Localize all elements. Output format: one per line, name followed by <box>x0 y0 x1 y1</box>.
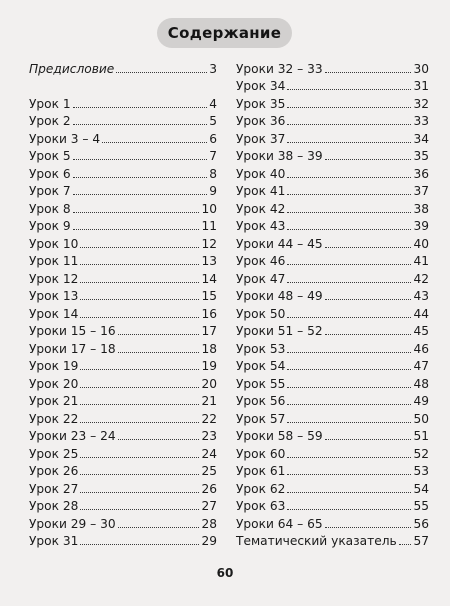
toc-entry-label: Урок 11 <box>29 254 79 268</box>
dot-leader <box>287 422 411 423</box>
toc-entry-label: Урок 31 <box>29 534 79 548</box>
toc-entry-page: 33 <box>413 114 429 128</box>
toc-entry[interactable] <box>29 531 217 549</box>
page-number: 60 <box>216 566 234 580</box>
toc-entry[interactable] <box>236 338 429 356</box>
contents-title: Содержание <box>157 18 292 48</box>
toc-entry-page: 43 <box>413 289 429 303</box>
toc-entry-page: 18 <box>201 341 217 356</box>
toc-entry-label: Урок 9 <box>29 219 71 233</box>
dot-leader <box>287 317 411 318</box>
toc-entry-label: Урок 36 <box>236 114 286 128</box>
toc-entry-page: 12 <box>201 236 217 251</box>
dot-leader <box>287 124 411 125</box>
toc-entry-label: Предисловие <box>29 61 115 76</box>
toc-entry-page: 53 <box>413 464 429 478</box>
toc-entry-page: 4 <box>209 96 217 111</box>
dot-leader <box>287 177 411 178</box>
toc-entry-page: 15 <box>201 289 217 303</box>
toc-entry[interactable] <box>29 58 217 76</box>
toc-entry[interactable] <box>29 373 217 391</box>
toc-entry-page: 51 <box>413 429 429 443</box>
toc-entry-label: Урок 41 <box>236 184 286 198</box>
toc-entry-page: 9 <box>209 184 217 198</box>
toc-entry-page: 41 <box>413 254 429 268</box>
toc-entry[interactable] <box>236 181 429 199</box>
toc-entry[interactable] <box>236 426 429 444</box>
toc-entry-page: 20 <box>201 376 217 391</box>
toc-entry-label: Урок 53 <box>236 341 286 356</box>
toc-entry-label: Уроки 32 – 33 <box>236 61 323 76</box>
toc-entry[interactable] <box>236 356 429 374</box>
dot-leader <box>73 229 200 230</box>
toc-entry-label: Урок 63 <box>236 499 286 513</box>
dot-leader <box>80 299 199 300</box>
toc-entry-label: Урок 62 <box>236 481 286 496</box>
dot-leader <box>287 369 411 370</box>
toc-entry-page: 25 <box>201 464 217 478</box>
toc-entry-page: 23 <box>201 429 217 443</box>
dot-leader <box>287 457 411 458</box>
toc-entry[interactable] <box>29 513 217 531</box>
toc-entry-page: 42 <box>413 271 429 286</box>
toc-entry-page: 5 <box>209 114 217 128</box>
dot-leader <box>118 527 200 528</box>
toc-entry-page: 46 <box>413 341 429 356</box>
toc-entry-page: 21 <box>201 394 217 408</box>
toc-entry[interactable] <box>236 461 429 479</box>
toc-entry-label: Уроки 29 – 30 <box>29 516 116 531</box>
dot-leader <box>325 527 412 528</box>
dot-leader <box>325 72 412 73</box>
toc-entry[interactable] <box>236 443 429 461</box>
toc-entry-label: Уроки 15 – 16 <box>29 324 116 338</box>
toc-entry-page: 32 <box>413 96 429 111</box>
toc-entry[interactable] <box>29 321 217 339</box>
dot-leader <box>287 194 411 195</box>
toc-entry-page: 48 <box>413 376 429 391</box>
toc-entry[interactable] <box>29 163 217 181</box>
toc-entry-label: Урок 19 <box>29 359 79 373</box>
toc-entry-page: 31 <box>413 79 429 93</box>
dot-leader <box>287 229 411 230</box>
dot-leader <box>80 317 199 318</box>
toc-entry-page: 44 <box>413 306 429 321</box>
toc-entry[interactable] <box>236 513 429 531</box>
toc-entry-page: 7 <box>209 149 217 163</box>
toc-entry[interactable] <box>236 216 429 234</box>
toc-entry[interactable] <box>236 286 429 304</box>
dot-leader <box>287 264 411 265</box>
toc-entry-label: Урок 34 <box>236 79 286 93</box>
toc-entry-label: Урок 6 <box>29 166 71 181</box>
toc-entry[interactable] <box>29 216 217 234</box>
dot-leader <box>287 387 411 388</box>
toc-entry-label: Тематический указатель <box>236 534 397 548</box>
toc-entry[interactable] <box>236 251 429 269</box>
toc-entry[interactable] <box>29 146 217 164</box>
toc-entry[interactable] <box>29 356 217 374</box>
toc-entry-page: 11 <box>201 219 217 233</box>
toc-entry-label: Урок 37 <box>236 131 286 146</box>
toc-entry-label: Уроки 44 – 45 <box>236 236 323 251</box>
toc-entry-page: 54 <box>413 481 429 496</box>
toc-entry-page: 34 <box>413 131 429 146</box>
toc-entry[interactable] <box>236 128 429 146</box>
toc-entry-page: 22 <box>201 411 217 426</box>
dot-leader <box>80 509 199 510</box>
toc-entry-label: Урок 22 <box>29 411 79 426</box>
dot-leader <box>80 282 199 283</box>
toc-right-column <box>236 58 429 548</box>
toc-entry-page: 27 <box>201 499 217 513</box>
toc-entry-page: 56 <box>413 516 429 531</box>
toc-entry[interactable] <box>29 128 217 146</box>
toc-entry-page: 57 <box>413 534 429 548</box>
toc-entry-page: 10 <box>201 201 217 216</box>
toc-entry-label: Уроки 23 – 24 <box>29 429 116 443</box>
toc-left-column <box>29 58 217 548</box>
dot-leader <box>325 247 412 248</box>
dot-leader <box>325 299 412 300</box>
dot-leader <box>287 352 411 353</box>
toc-entry-page: 16 <box>201 306 217 321</box>
dot-leader <box>287 142 411 143</box>
toc-entry-page: 14 <box>201 271 217 286</box>
dot-leader <box>73 212 200 213</box>
dot-leader <box>80 404 199 405</box>
toc-entry[interactable] <box>236 531 429 549</box>
toc-entry-label: Урок 13 <box>29 289 79 303</box>
dot-leader <box>80 544 199 545</box>
toc-entry-label: Уроки 38 – 39 <box>236 149 323 163</box>
dot-leader <box>80 457 199 458</box>
toc-entry[interactable] <box>236 198 429 216</box>
toc-entry[interactable] <box>236 233 429 251</box>
toc-entry-label: Уроки 17 – 18 <box>29 341 116 356</box>
toc-entry[interactable] <box>29 338 217 356</box>
toc-entry-label: Урок 26 <box>29 464 79 478</box>
toc-entry-label: Урок 47 <box>236 271 286 286</box>
toc-entry[interactable] <box>29 303 217 321</box>
toc-entry-label: Урок 43 <box>236 219 286 233</box>
toc-entry-label: Урок 27 <box>29 481 79 496</box>
toc-entry[interactable] <box>29 181 217 199</box>
toc-entry-page: 38 <box>413 201 429 216</box>
toc-entry[interactable] <box>236 373 429 391</box>
dot-leader <box>325 159 412 160</box>
dot-leader <box>325 439 412 440</box>
toc-entry-page: 47 <box>413 359 429 373</box>
toc-entry-label: Уроки 3 – 4 <box>29 131 101 146</box>
toc-entry[interactable] <box>29 426 217 444</box>
toc-entry-page: 37 <box>413 184 429 198</box>
toc-entry-label: Уроки 48 – 49 <box>236 289 323 303</box>
toc-entry[interactable] <box>236 321 429 339</box>
toc-entry-page: 40 <box>413 236 429 251</box>
toc-entry[interactable] <box>29 408 217 426</box>
toc-entry[interactable] <box>29 93 217 111</box>
dot-leader <box>73 177 208 178</box>
dot-leader <box>102 142 207 143</box>
dot-leader <box>73 159 208 160</box>
dot-leader <box>287 492 411 493</box>
toc-entry[interactable] <box>236 478 429 496</box>
toc-entry-label: Уроки 51 – 52 <box>236 324 323 338</box>
dot-leader <box>80 387 199 388</box>
toc-entry-page: 39 <box>413 219 429 233</box>
toc-entry-page: 28 <box>201 516 217 531</box>
dot-leader <box>287 89 411 90</box>
toc-entry-label: Урок 56 <box>236 394 286 408</box>
toc-entry[interactable] <box>236 268 429 286</box>
toc-entry-page: 13 <box>201 254 217 268</box>
toc-entry-page: 49 <box>413 394 429 408</box>
dot-leader <box>118 439 200 440</box>
toc-entry-label: Урок 28 <box>29 499 79 513</box>
toc-entry[interactable] <box>236 163 429 181</box>
dot-leader <box>399 544 412 545</box>
toc-entry-label: Урок 60 <box>236 446 286 461</box>
dot-leader <box>80 264 199 265</box>
toc-entry-page: 3 <box>209 61 217 76</box>
toc-entry-label: Урок 8 <box>29 201 71 216</box>
toc-entry[interactable] <box>236 111 429 129</box>
dot-leader <box>287 404 411 405</box>
toc-entry-label: Уроки 64 – 65 <box>236 516 323 531</box>
toc-entry[interactable] <box>29 286 217 304</box>
toc-entry-label: Урок 21 <box>29 394 79 408</box>
dot-leader <box>80 422 199 423</box>
dot-leader <box>287 509 411 510</box>
toc-entry-label: Урок 10 <box>29 236 79 251</box>
toc-entry-page: 17 <box>201 324 217 338</box>
toc-entry[interactable] <box>29 496 217 514</box>
toc-entry[interactable] <box>29 233 217 251</box>
toc-entry-page: 24 <box>201 446 217 461</box>
dot-leader <box>287 474 411 475</box>
toc-entry-label: Урок 42 <box>236 201 286 216</box>
dot-leader <box>118 352 200 353</box>
dot-leader <box>80 369 199 370</box>
toc-entry-page: 29 <box>201 534 217 548</box>
toc-entry[interactable] <box>236 391 429 409</box>
toc-entry-page: 52 <box>413 446 429 461</box>
toc-entry[interactable] <box>236 496 429 514</box>
toc-entry-label: Урок 5 <box>29 149 71 163</box>
toc-entry[interactable] <box>29 478 217 496</box>
dot-leader <box>116 72 207 73</box>
toc-entry-page: 19 <box>201 359 217 373</box>
toc-entry[interactable] <box>236 76 429 94</box>
toc-entry-label: Урок 20 <box>29 376 79 391</box>
toc-entry-label: Урок 12 <box>29 271 79 286</box>
toc-entry[interactable] <box>29 198 217 216</box>
toc-entry-page: 30 <box>413 61 429 76</box>
toc-entry-page: 6 <box>209 131 217 146</box>
toc-entry-label: Урок 40 <box>236 166 286 181</box>
toc-entry-label: Уроки 58 – 59 <box>236 429 323 443</box>
toc-entry-label: Урок 7 <box>29 184 71 198</box>
toc-entry[interactable] <box>29 391 217 409</box>
toc-entry-label: Урок 55 <box>236 376 286 391</box>
dot-leader <box>287 212 411 213</box>
toc-entry-page: 35 <box>413 149 429 163</box>
toc-entry[interactable] <box>236 408 429 426</box>
toc-entry-page: 36 <box>413 166 429 181</box>
toc-entry[interactable] <box>236 93 429 111</box>
toc-entry-label: Урок 57 <box>236 411 286 426</box>
dot-leader <box>73 124 208 125</box>
toc-entry[interactable] <box>236 303 429 321</box>
dot-leader <box>80 474 199 475</box>
toc-entry-label: Урок 2 <box>29 114 71 128</box>
dot-leader <box>80 247 199 248</box>
toc-entry[interactable] <box>29 443 217 461</box>
toc-entry[interactable] <box>29 111 217 129</box>
dot-leader <box>73 107 208 108</box>
dot-leader <box>118 334 200 335</box>
dot-leader <box>80 492 199 493</box>
toc-entry-label: Урок 50 <box>236 306 286 321</box>
toc-entry[interactable] <box>29 251 217 269</box>
toc-entry-label: Урок 1 <box>29 96 71 111</box>
toc-entry-page: 55 <box>413 499 429 513</box>
toc-entry-label: Урок 54 <box>236 359 286 373</box>
toc-entry-page: 50 <box>413 411 429 426</box>
toc-entry[interactable] <box>236 146 429 164</box>
toc-entry[interactable] <box>29 461 217 479</box>
toc-entry-label: Урок 35 <box>236 96 286 111</box>
toc-entry-page: 26 <box>201 481 217 496</box>
toc-entry-page: 8 <box>209 166 217 181</box>
toc-entry-label: Урок 25 <box>29 446 79 461</box>
toc-entry-label: Урок 46 <box>236 254 286 268</box>
toc-entry-label: Урок 61 <box>236 464 286 478</box>
toc-entry-page: 45 <box>413 324 429 338</box>
toc-entry-label: Урок 14 <box>29 306 79 321</box>
dot-leader <box>325 334 412 335</box>
dot-leader <box>287 107 411 108</box>
dot-leader <box>287 282 411 283</box>
toc-entry[interactable] <box>29 268 217 286</box>
dot-leader <box>73 194 208 195</box>
toc-entry[interactable] <box>236 58 429 76</box>
